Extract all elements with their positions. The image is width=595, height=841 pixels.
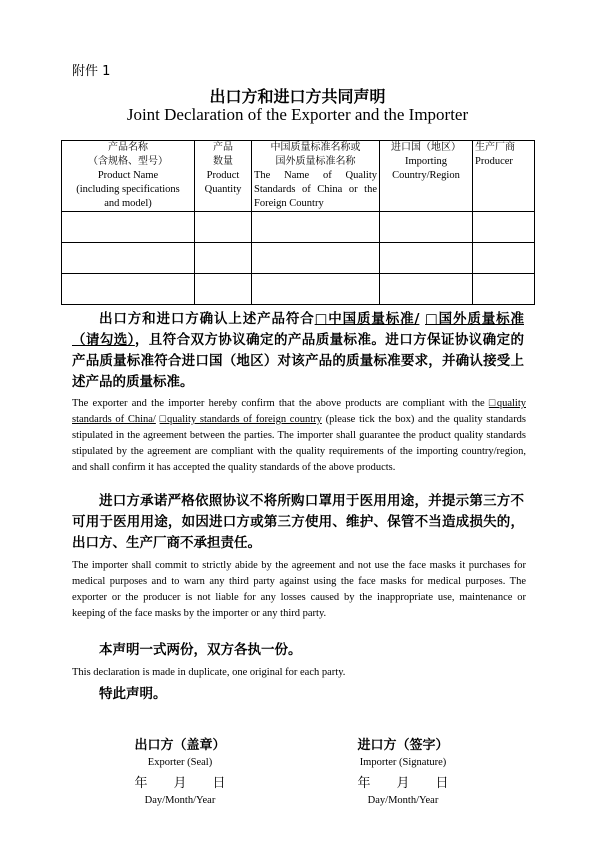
header-cn: 生产厂商	[475, 142, 515, 153]
importer-date-en: Day/Month/Year	[367, 795, 439, 806]
table-cell[interactable]	[62, 243, 195, 274]
table-cell[interactable]	[380, 274, 473, 305]
table-cell[interactable]	[195, 243, 252, 274]
header-en: Product Quantity	[204, 170, 242, 195]
hereby-declared: 特此声明。	[99, 686, 167, 702]
table-cell[interactable]	[195, 274, 252, 305]
commitment-paragraph-cn: 进口方承诺严格依照协议不将所购口罩用于医用用途，并提示第三方不可用于医用用途，如因进口方或第三方使用、维护、保管不当造成损失的，出口方、生产厂商不承担责任。	[72, 493, 524, 551]
header-cn: 产品名称 （含规格、型号）	[88, 142, 168, 167]
header-cn: 中国质量标准名称或 国外质量标准名称	[270, 142, 361, 167]
header-cn: 产品 数量	[213, 142, 233, 167]
duplicate-paragraph-cn: 本声明一式两份，双方各执一份。	[99, 642, 302, 658]
table-row	[62, 212, 535, 243]
title-chinese: 出口方和进口方共同声明	[209, 87, 386, 106]
annex-label: 附件 1	[72, 64, 111, 79]
foreign-standard-option[interactable]: □国外质量标准（请勾选）	[72, 311, 524, 348]
header-cn: 进口国（地区）	[391, 142, 461, 153]
china-standard-option[interactable]: □quality standards of China/	[72, 398, 526, 425]
confirmation-paragraph-cn	[72, 309, 524, 393]
header-en: The Name of Quality Standards of China or the Foreign Country	[254, 170, 377, 209]
table-cell[interactable]	[252, 274, 380, 305]
header-en: Importing Country/Region	[392, 156, 460, 181]
header-importing-country	[380, 141, 473, 212]
importer-date-cn[interactable]: 年 月 日	[357, 776, 449, 791]
table-cell[interactable]	[473, 274, 535, 305]
table-cell[interactable]	[252, 243, 380, 274]
header-quantity	[195, 141, 252, 212]
exporter-signature-block	[120, 734, 240, 810]
declaration-table	[61, 140, 535, 305]
importer-signature-block	[343, 734, 463, 810]
table-cell[interactable]	[252, 212, 380, 243]
text: (please tick the box) and the quality standards stipulated in the agreement between the parties. The importer shall guarantee the product quality standards stipulated by the agreement are compliant with the quality requirements of the importing country/region, and shall confirm it has accepted the quality standards of the above products.	[72, 414, 527, 473]
table-cell[interactable]	[473, 212, 535, 243]
duplicate-paragraph-en: This declaration is made in duplicate, one original for each party.	[72, 667, 346, 678]
foreign-standard-option[interactable]: □quality standards of foreign country	[159, 414, 322, 425]
header-en: Product Name (including specifications and model)	[76, 170, 180, 209]
header-product-name	[62, 141, 195, 212]
header-en: Producer	[475, 156, 513, 167]
table-cell[interactable]	[380, 212, 473, 243]
table-cell[interactable]	[380, 243, 473, 274]
importer-label-en: Importer (Signature)	[359, 757, 447, 768]
text: The exporter and the importer hereby confirm that the above products are compliant with the	[72, 398, 489, 409]
table-header-row	[62, 141, 535, 212]
title-english: Joint Declaration of the Exporter and the Importer	[126, 105, 469, 124]
table-row	[62, 274, 535, 305]
table-cell[interactable]	[473, 243, 535, 274]
header-producer	[473, 141, 535, 212]
exporter-date-en: Day/Month/Year	[144, 795, 216, 806]
table-cell[interactable]	[195, 212, 252, 243]
table-row	[62, 243, 535, 274]
china-standard-option[interactable]: □中国质量标准/	[314, 311, 420, 327]
importer-label-cn: 进口方（签字）	[357, 738, 449, 753]
confirmation-paragraph-en	[72, 396, 526, 476]
text: 出口方和进口方确认上述产品符合	[99, 311, 315, 327]
table-cell[interactable]	[62, 274, 195, 305]
commitment-paragraph-en: The importer shall commit to strictly abide by the agreement and not use the face masks it purchases for medical purposes and to warn any third party against using the face masks for medical purposes. The exporter or the producer is not liable for any losses caused by the inappropriate use, maintenance or keeping of the face masks by the importer or any third party.	[72, 560, 526, 619]
exporter-date-cn[interactable]: 年 月 日	[134, 776, 226, 791]
text: ，且符合双方协议确定的产品质量标准。进口方保证协议确定的产品质量标准符合进口国（地区）对该产品的质量标准要求，并确认接受上述产品的质量标准。	[72, 332, 525, 390]
table-cell[interactable]	[62, 212, 195, 243]
exporter-label-cn: 出口方（盖章）	[134, 738, 226, 753]
exporter-label-en: Exporter (Seal)	[147, 757, 213, 768]
header-quality-standards	[252, 141, 380, 212]
